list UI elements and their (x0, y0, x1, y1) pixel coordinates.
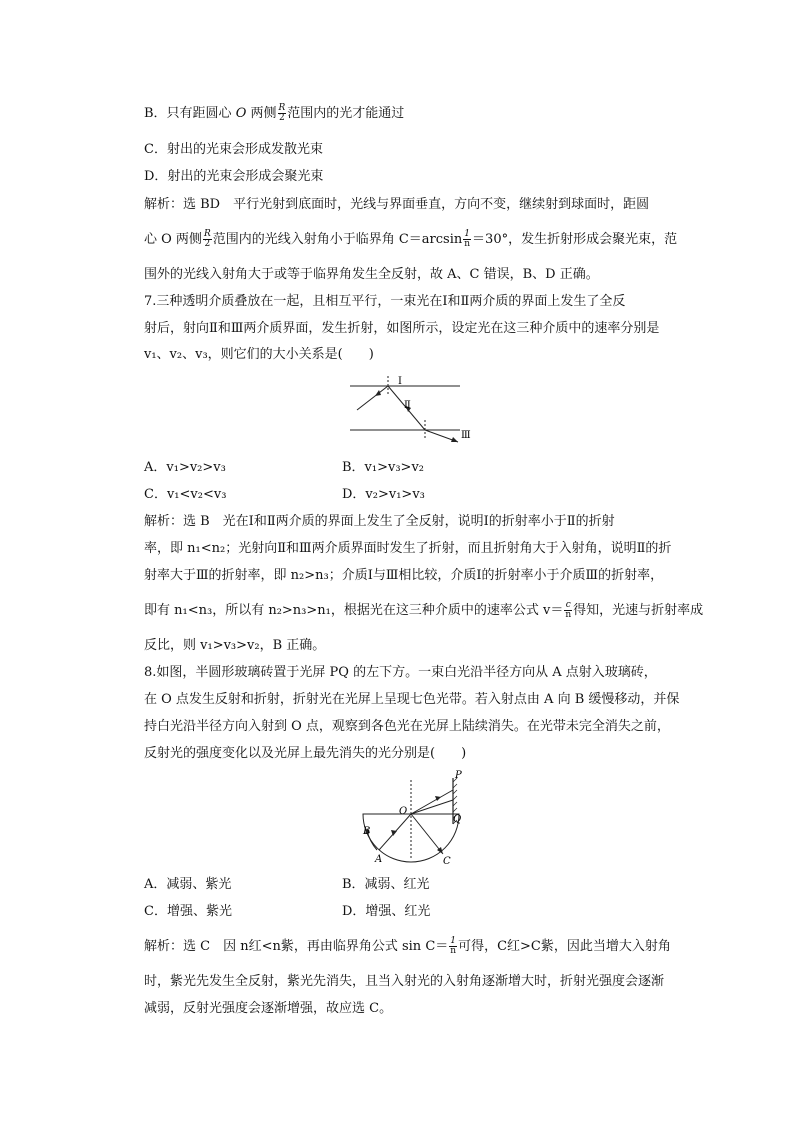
arrow-icon (375, 390, 381, 396)
point-label-c: C (443, 856, 451, 866)
point-label-b: B (363, 826, 371, 837)
q7-analysis-line-1: 解析：选 B 光在Ⅰ和Ⅱ两介质的界面上发生了全反射，说明Ⅰ的折射率小于Ⅱ的折射 (144, 514, 615, 529)
q8-option-d: D．增强、红光 (342, 904, 431, 919)
fraction-r-over-2: $\frac{R}{2}$ (203, 229, 211, 249)
q7-option-a: A．v₁>v₂>v₃ (144, 460, 226, 475)
q8-stem-line-2: 在 O 点发生反射和折射，折射光在光屏上呈现七色光带。若入射点由 A 向 B 缓慢移动，并保 (144, 692, 680, 707)
q7-option-d: D．v₂>v₁>v₃ (342, 487, 425, 502)
q6-option-c: C．射出的光束会形成发散光束 (144, 142, 323, 157)
q7-analysis-line-2: 率，即 n₁<n₂；光射向Ⅱ和Ⅲ两介质界面时发生了折射，而且折射角大于入射角，说明Ⅱ的折 (144, 541, 672, 556)
fraction-1-over-n: $\frac{1}{n}$ (464, 229, 471, 249)
reflected-ray (411, 814, 443, 854)
q8-analysis-line-1: 解析：选 C 因 n红<n紫，再由临界角公式 sin C＝ $\frac{1}{n}$ 可得，C红>C紫，因此当增大入射角 (144, 936, 671, 956)
q7-stem-line-2: 射后，射向Ⅱ和Ⅲ两介质界面，发生折射，如图所示，设定光在这三种介质中的速率分别是 (144, 321, 660, 336)
q8-stem-line-4: 反射光的强度变化以及光屏上最先消失的光分别是( ) (144, 746, 467, 761)
q6-analysis-line-1: 解析：选 BD 平行光射到底面时，光线与界面垂直，方向不变，继续射到球面时，距圆 (144, 197, 650, 212)
q7-analysis-line-5: 反比，则 v₁>v₃>v₂，B 正确。 (144, 638, 326, 653)
fraction-r-over-2: $\frac{R}{2}$ (278, 103, 286, 123)
q8-stem-line-1: 8.如图，半圆形玻璃砖置于光屏 PQ 的左下方。一束白光沿半径方向从 A 点射入玻璃砖， (144, 665, 657, 680)
q8-figure (355, 770, 475, 866)
point-label-a: A (375, 854, 383, 865)
q7-option-b: B．v₁>v₃>v₂ (342, 460, 425, 475)
point-label-o: O (399, 806, 408, 817)
q7-figure (345, 372, 485, 448)
q7-analysis-line-4: 即有 n₁<n₃，所以有 n₂>n₃>n₁，根据光在这三种介质中的速率公式 v＝ $\frac{c}{n}$ 得知，光速与折射率成 (144, 600, 704, 620)
fraction-c-over-n: $\frac{c}{n}$ (565, 600, 572, 620)
q6-analysis-line-3: 围外的光线入射角大于或等于临界角发生全反射，故 A、C 错误，B、D 正确。 (144, 267, 599, 282)
q6-option-d: D．射出的光束会形成会聚光束 (144, 169, 324, 184)
point-label-q: Q (453, 814, 462, 825)
incident-ray (357, 386, 388, 410)
q8-analysis-line-3: 减弱，反射光强度会逐渐增强，故应选 C。 (144, 1001, 393, 1016)
q8-option-c: C．增强、紫光 (144, 904, 232, 919)
fraction-1-over-n: $\frac{1}{n}$ (450, 936, 457, 956)
q7-stem-line-3: v₁、v₂、v₃，则它们的大小关系是( ) (144, 347, 374, 362)
q8-option-b: B．减弱、红光 (342, 877, 430, 892)
arrow-icon (451, 437, 458, 442)
medium-label-iii: Ⅲ (461, 430, 471, 441)
point-label-p: P (455, 770, 462, 781)
q6-option-b: B．只有距圆心 O 两侧 $\frac{R}{2}$ 范围内的光才能通过 (144, 103, 405, 123)
q8-stem-line-3: 持白光沿半径方向入射到 O 点，观察到各色光在光屏上陆续消失。在光带未完全消失之前， (144, 719, 670, 734)
q6-analysis-line-2: 心 O 两侧 $\frac{R}{2}$ 范围内的光线入射角小于临界角 C＝arcsin $\frac{1}{n}$ ＝30°，发生折射形成会聚光束，范 (144, 229, 678, 249)
q8-analysis-line-2: 时，紫光先发生全反射，紫光先消失，且当入射光的入射角逐渐增大时，折射光强度会逐渐 (144, 974, 665, 989)
q7-option-c: C．v₁<v₂<v₃ (144, 487, 227, 502)
medium-label-ii: Ⅱ (404, 400, 411, 411)
q8-option-a: A．减弱、紫光 (144, 877, 232, 892)
medium-label-i: Ⅰ (398, 376, 402, 387)
q7-analysis-line-3: 射率大于Ⅲ的折射率，即 n₂>n₃；介质Ⅰ与Ⅲ相比较，介质Ⅰ的折射率小于介质Ⅲ的折射率， (144, 568, 664, 583)
q7-stem-line-1: 7.三种透明介质叠放在一起，且相互平行，一束光在Ⅰ和Ⅱ两介质的界面上发生了全反 (144, 294, 626, 309)
